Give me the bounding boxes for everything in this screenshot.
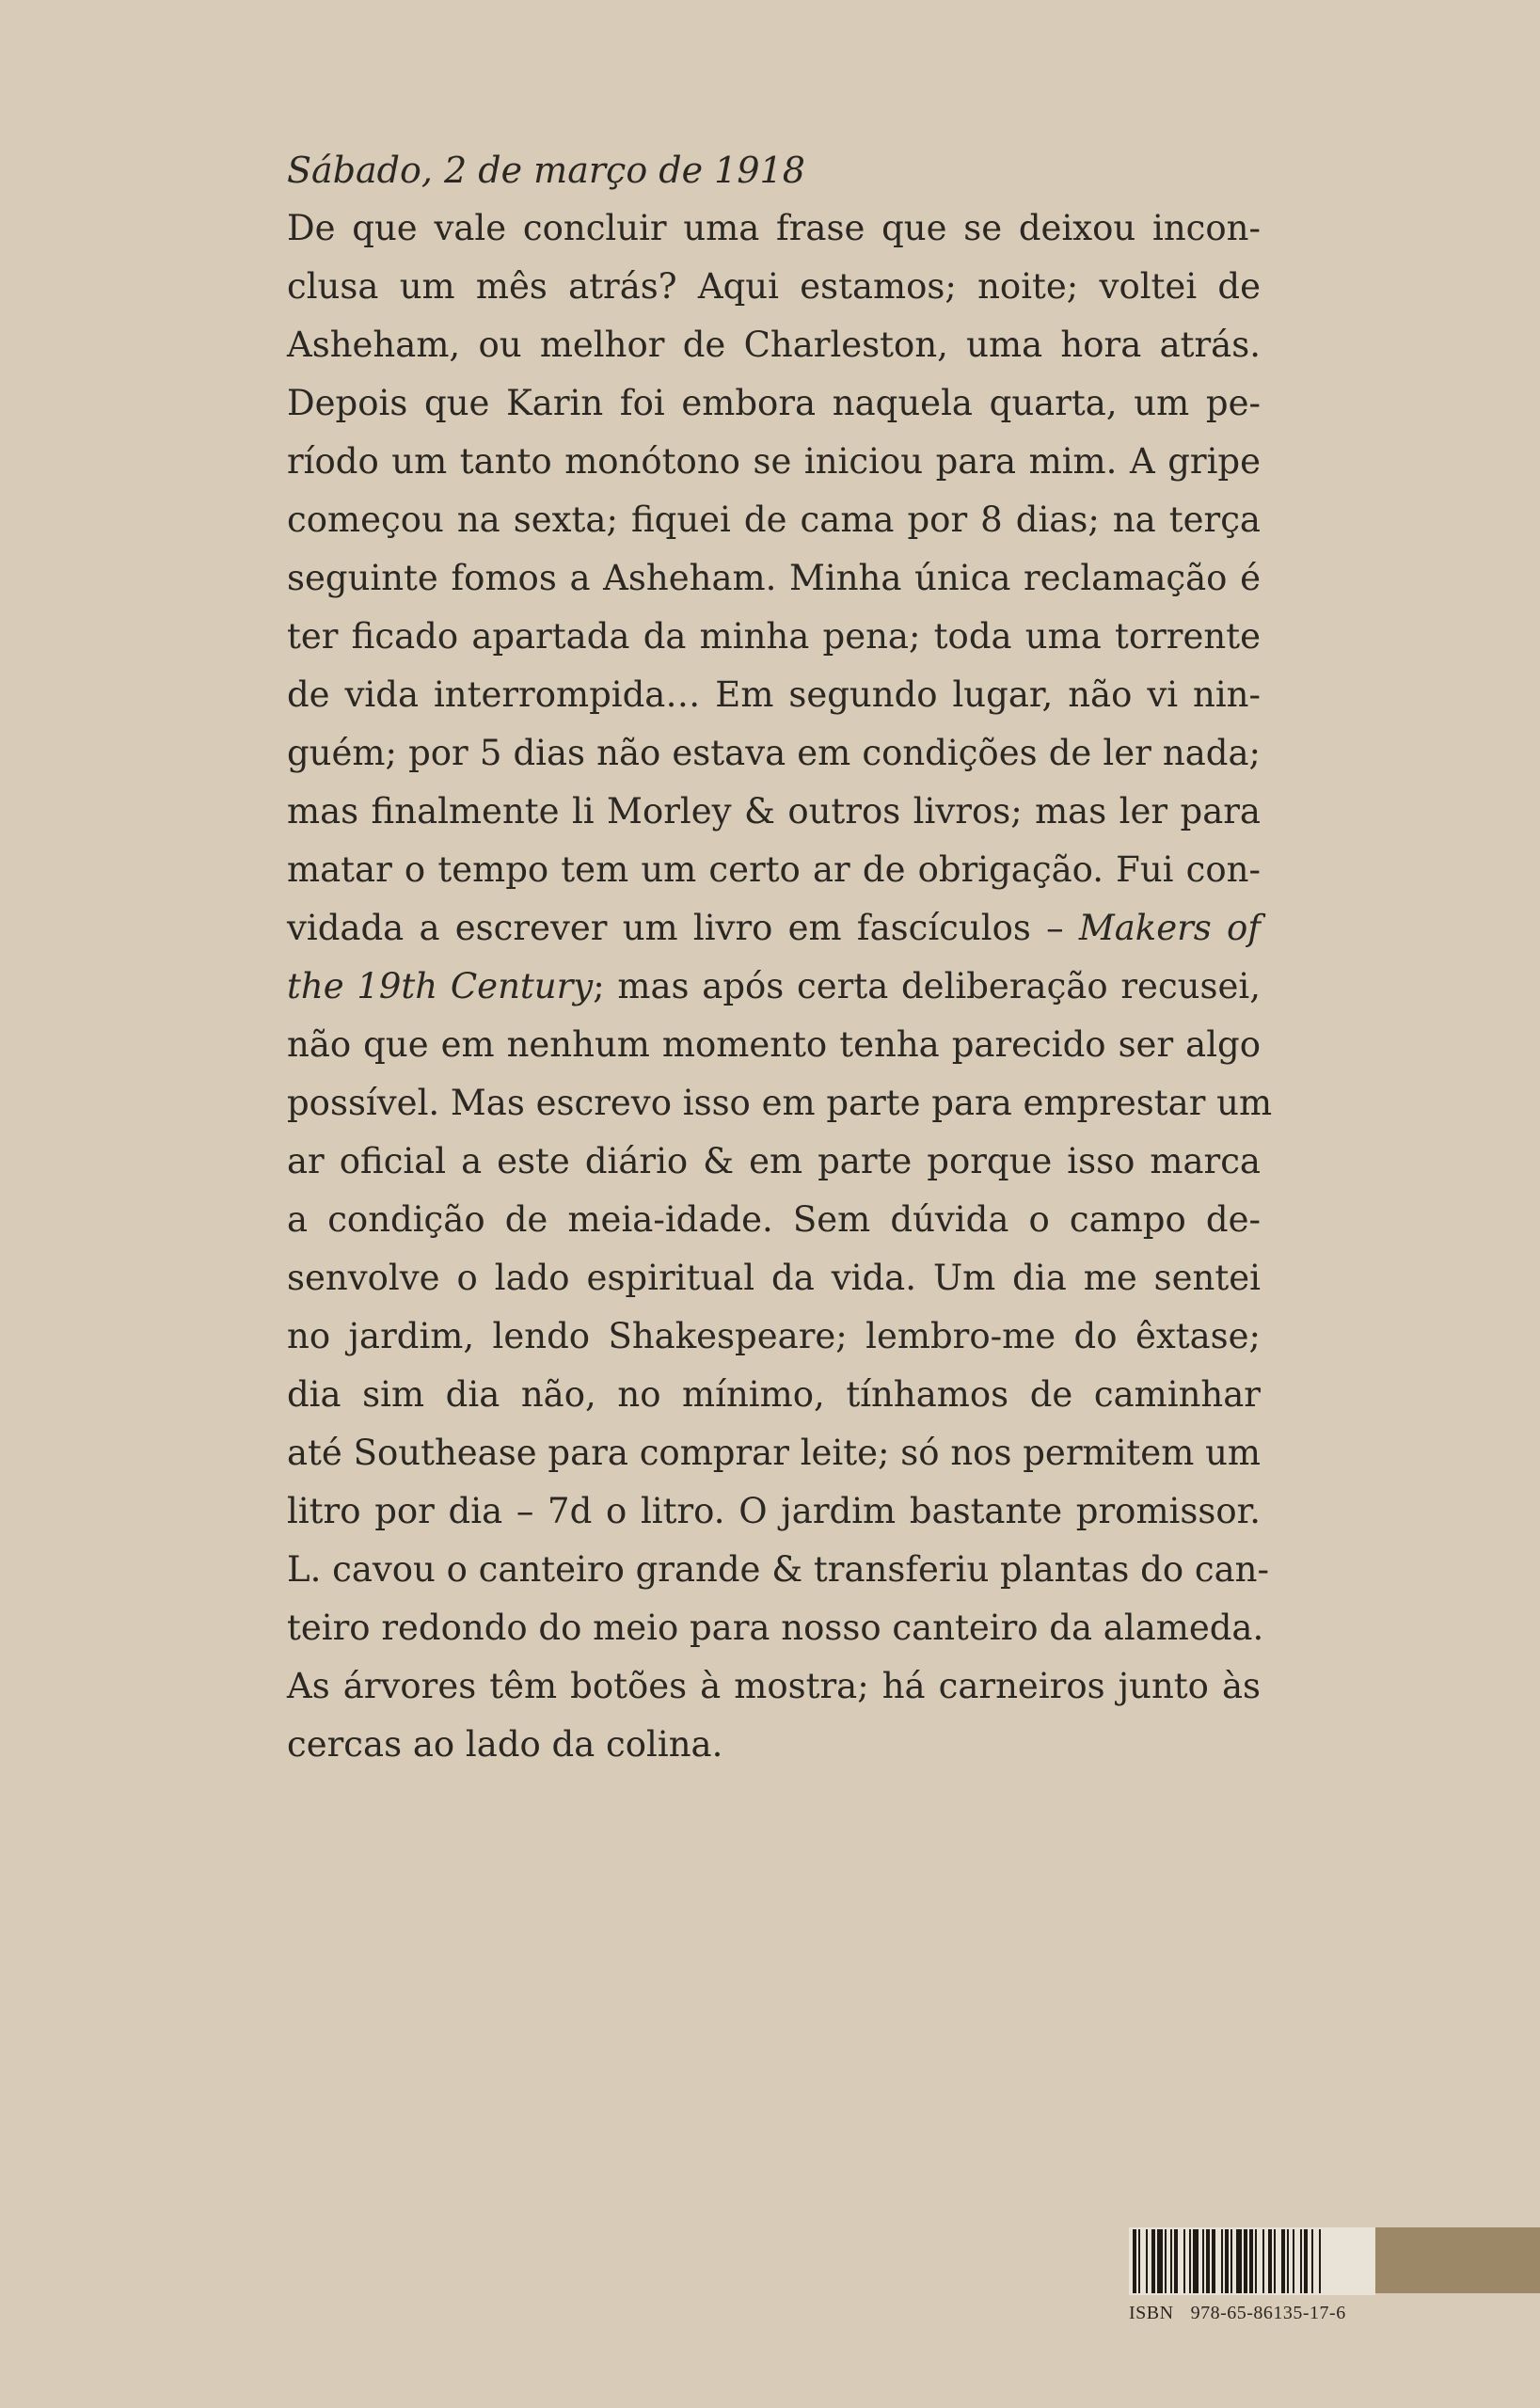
- isbn-text: [1129, 2303, 1346, 2324]
- isbn-number: 978-65-86135-17-6: [1190, 2303, 1346, 2323]
- text-line: L. cavou o canteiro grande & transferiu plantas do can-: [287, 1549, 1269, 1590]
- barcode-bar: [1274, 2229, 1276, 2293]
- text-segment: vidada a escrever um livro em fascículos –: [287, 908, 1079, 948]
- text-line: matar o tempo tem um certo ar de obrigação. Fui con-: [287, 849, 1261, 890]
- text-line: guém; por 5 dias não estava em condições de ler nada;: [287, 733, 1261, 773]
- barcode-bar: [1319, 2229, 1321, 2293]
- barcode-bar: [1281, 2229, 1285, 2293]
- text-line: a condição de meia-idade. Sem dúvida o campo de-: [287, 1199, 1261, 1240]
- text-line: mas finalmente li Morley & outros livros; mas ler para: [287, 791, 1261, 832]
- barcode-bar: [1225, 2229, 1229, 2293]
- barcode-bar: [1221, 2229, 1223, 2293]
- barcode-bar: [1151, 2229, 1155, 2293]
- barcode-block: [1129, 2227, 1540, 2331]
- barcode-bar: [1244, 2229, 1247, 2293]
- text-line: As árvores têm botões à mostra; há carneiros junto às: [287, 1666, 1261, 1706]
- text-line: até Southease para comprar leite; só nos permitem um: [287, 1433, 1261, 1473]
- barcode-bar: [1212, 2229, 1215, 2293]
- barcode-bar: [1304, 2229, 1308, 2293]
- text-line: De que vale concluir uma frase que se deixou incon-: [287, 208, 1261, 248]
- barcode-bar: [1230, 2229, 1232, 2293]
- book-title-italic: the 19th Century: [287, 966, 594, 1006]
- isbn-label: ISBN: [1129, 2303, 1174, 2323]
- text-line: litro por dia – 7d o litro. O jardim bastante promissor.: [287, 1491, 1261, 1531]
- barcode-bar: [1206, 2229, 1210, 2293]
- barcode-bar: [1183, 2229, 1185, 2293]
- barcode-bar: [1189, 2229, 1191, 2293]
- text-line-with-title: [287, 899, 1261, 958]
- barcode-bar: [1193, 2229, 1199, 2293]
- barcode-bar: [1174, 2229, 1178, 2293]
- barcode-bar: [1262, 2229, 1264, 2293]
- barcode-bar: [1133, 2229, 1136, 2293]
- text-line: cercas ao lado da colina.: [287, 1724, 723, 1765]
- text-line: clusa um mês atrás? Aqui estamos; noite; voltei de: [287, 266, 1261, 307]
- diary-excerpt: [287, 141, 1273, 1774]
- text-segment: ; mas após certa deliberação recusei,: [593, 966, 1261, 1006]
- text-line: Depois que Karin foi embora naquela quarta, um pe-: [287, 383, 1261, 423]
- text-line: Asheham, ou melhor de Charleston, uma hora atrás.: [287, 325, 1261, 365]
- barcode-bar: [1311, 2229, 1313, 2293]
- barcode-bar: [1293, 2229, 1294, 2293]
- text-line: teiro redondo do meio para nosso canteiro da alameda.: [287, 1608, 1264, 1648]
- barcode-bar: [1138, 2229, 1140, 2293]
- barcode-bar: [1146, 2229, 1148, 2293]
- text-line: ríodo um tanto monótono se iniciou para mim. A gripe: [287, 441, 1261, 482]
- text-line: de vida interrompida… Em segundo lugar, não vi nin-: [287, 674, 1261, 715]
- text-line: seguinte fomos a Asheham. Minha única reclamação é: [287, 558, 1261, 598]
- barcode-bar: [1236, 2229, 1242, 2293]
- text-line: dia sim dia não, no mínimo, tínhamos de caminhar: [287, 1374, 1261, 1415]
- barcode-bar: [1268, 2229, 1272, 2293]
- barcode-bar: [1300, 2229, 1302, 2293]
- text-line: começou na sexta; fiquei de cama por 8 dias; na terça: [287, 499, 1261, 540]
- barcode-bar: [1165, 2229, 1167, 2293]
- text-line: ter ficado apartada da minha pena; toda uma torrente: [287, 616, 1261, 657]
- book-title-italic: Makers of: [1078, 908, 1261, 948]
- barcode-color-band: [1373, 2227, 1540, 2293]
- text-line: senvolve o lado espiritual da vida. Um dia me sentei: [287, 1258, 1261, 1298]
- text-line-with-title: [287, 958, 1261, 1016]
- text-line: ar oficial a este diário & em parte porque isso marca: [287, 1141, 1261, 1181]
- barcode-bar: [1170, 2229, 1172, 2293]
- text-line: não que em nenhum momento tenha parecido ser algo: [287, 1024, 1261, 1065]
- barcode-bar: [1287, 2229, 1289, 2293]
- diary-date: Sábado, 2 de março de 1918: [287, 150, 805, 191]
- barcode-bar: [1202, 2229, 1204, 2293]
- text-line: no jardim, lendo Shakespeare; lembro-me do êxtase;: [287, 1316, 1261, 1356]
- barcode-bar: [1157, 2229, 1163, 2293]
- barcode-bar: [1255, 2229, 1257, 2293]
- text-line: possível. Mas escrevo isso em parte para emprestar um: [287, 1083, 1273, 1123]
- barcode-icon: [1129, 2227, 1375, 2295]
- barcode-bar: [1249, 2229, 1253, 2293]
